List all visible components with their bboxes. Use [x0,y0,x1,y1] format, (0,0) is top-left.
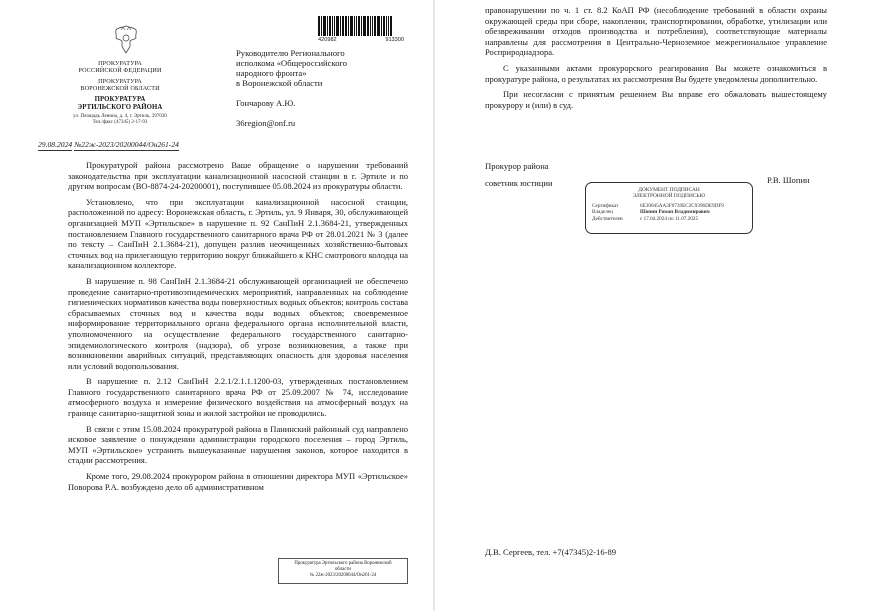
letter-body-page-1 [68,160,408,497]
barcode-bars [318,16,404,36]
org-line: ЭРТИЛЬСКОГО РАЙОНА [77,103,163,111]
org-line: ПРОКУРАТУРА [98,77,142,85]
paragraph: В нарушение п. 98 СанПиН 2.1.3684-21 обслуживающей организацией не обеспечено проведение санитарно-противоэпидемических мероприятий, направленных на соблюдение гигиенических нормативов качества воды поверхностных водных объектов; контроль состава сбрасываемых сточных вод и качества воды водных объектов; своевременное информирование территориального органа федерального органа исполнительной власти, уполномоченного на осуществление федерального государственного санитарно-эпидемиологического контроля (надзора), об угрозе возникновения, а также при возникновении аварийных ситуаций, представляющих опасность для здоровья населения или условий водопользования. [68,275,408,371]
paragraph: правонарушении по ч. 1 ст. 8.2 КоАП РФ (несоблюдение требований в области охраны окружающей среды при сборе, накоплении, транспортировании, обработке, утилизации или обезвреживании отходов производства и потребления), соответствующие материалы направлены для рассмотрения в Центрально-Черноземное межрегиональное управление Росприроднадзора. [485,5,827,58]
addressee-line: в Воронежской области [236,78,323,88]
paragraph: С указанными актами прокурорского реагирования Вы можете ознакомиться в прокуратуре района, о результатах их рассмотрения Вы будете уведомлены дополнительно. [485,62,827,84]
esig-owner-value: Шопин Роман Владимирович [640,209,710,216]
org-address: ул. Площадь Ленина, д. 4, г. Эртиль, 397030 [73,113,167,119]
paragraph: При несогласии с принятым решением Вы вправе его обжаловать вышестоящему прокурору и (или) в суд. [485,89,827,110]
addressee-line: исполкома «Общероссийского [236,58,348,68]
addressee-block [236,48,416,128]
addressee-email: 36region@onf.ru [236,118,296,128]
barcode [318,16,404,50]
page-1 [0,0,434,611]
stamp-line: области [334,567,352,572]
registration-date: 29.08.2024 [38,140,73,149]
signer-rank: советник юстиции [485,178,553,188]
org-line: РОССИЙСКОЙ ФЕДЕРАЦИИ [78,67,162,75]
paragraph: В нарушение п. 2.12 СанПиН 2.2.1/2.1.1.1200-03, утвержденных постановлением Главного государственного санитарного врача РФ от 25.09.2007 № 74, исследование атмосферного воздуха и измерение физического воздействия на атмосферный воздух на границе санитарно-защитной зоны и жилой застройки не проводились. [68,376,408,419]
stamp-line: № 22ж-2023/20200044/Он261-24 [309,573,377,578]
prosecutor-office-header [60,60,180,126]
esig-title: ДОКУМЕНТ ПОДПИСАН [638,187,700,193]
esig-valid-label: Действителен [592,215,623,222]
esig-owner-label: Владелец [592,209,613,216]
registration-line [38,140,179,149]
org-phone: Тел./факс (47345) 2-17-93 [92,119,148,125]
esig-valid-value: с 17.04.2024 по 11.07.2025 [640,215,699,222]
signer-position: Прокурор района [485,161,549,171]
paragraph: В связи с этим 15.08.2024 прокуратурой района в Панинский районный суд направлено исковое заявление о понуждении администрации городского поселения – город Эртиль, МУП «Эртильское» устранить вышеуказанные нарушения законов, которое находится в стадии рассмотрения. [68,423,408,466]
barcode-number: 913300 [385,37,404,43]
barcode-number: 420982 [318,37,337,43]
org-line: ПРОКУРАТУРА [98,60,142,67]
org-line: ПРОКУРАТУРА [94,95,146,103]
stamp-line: Прокуратура Эртильского района Воронежской [294,561,392,566]
coat-of-arms-icon [112,24,140,56]
registration-number: №22ж-2023/20200044/Он261-24 [74,140,179,149]
paragraph: Прокуратурой района рассмотрено Ваше обращение о нарушении требований законодательства при эксплуатации канализационной насосной станции в г. Эртиле и по другим вопросам (ВО-8874-24-20200001), поступившее 05.08.2024 из прокуратуры области. [68,160,408,192]
electronic-signature-stamp [585,182,753,234]
registration-stamp [278,558,408,584]
esig-subtitle: ЭЛЕКТРОННОЙ ПОДПИСЬЮ [632,193,706,200]
esig-cert-value: 6E30045AA3F0739EC2C9396DE9DF9 [640,202,724,209]
addressee-name: Гончарову А.Ю. [236,98,296,108]
addressee-line: Руководителю Регионального [236,48,345,58]
esig-cert-label: Сертификат [592,202,619,209]
paragraph: Кроме того, 29.08.2024 прокурором района в отношении директора МУП «Эртильское» Поворова Р.А. возбуждено дело об административном [68,471,408,492]
signer-block [485,158,553,192]
org-line: ВОРОНЕЖСКОЙ ОБЛАСТИ [80,85,160,93]
page-2 [435,0,869,611]
executor-contact: Д.В. Сергеев, тел. +7(47345)2-16-89 [485,547,617,557]
paragraph: Установлено, что при эксплуатации канализационной насосной станции, расположенной по адресу: Воронежская область, г. Эртиль, ул. 9 Января, 30, обслуживающей организацией МУП «Эртильское» в нарушение п. 92 СанПиН 2.1.3684-21, утвержденных постановлением Главного государственного санитарного врача РФ от 28.01.2021 № 3 (далее по тексту – СанПиН 2.1.3684-21), допущен разлив неочищенных хозяйственно-бытовых сточных вод на прилегающую территорию вокруг ближайшего к КНС смотрового колодца на канализационном коллекторе. [68,196,408,271]
signer-name: Р.В. Шопин [767,175,810,185]
addressee-line: народного фронта» [236,68,307,78]
letter-body-page-2 [485,5,827,115]
